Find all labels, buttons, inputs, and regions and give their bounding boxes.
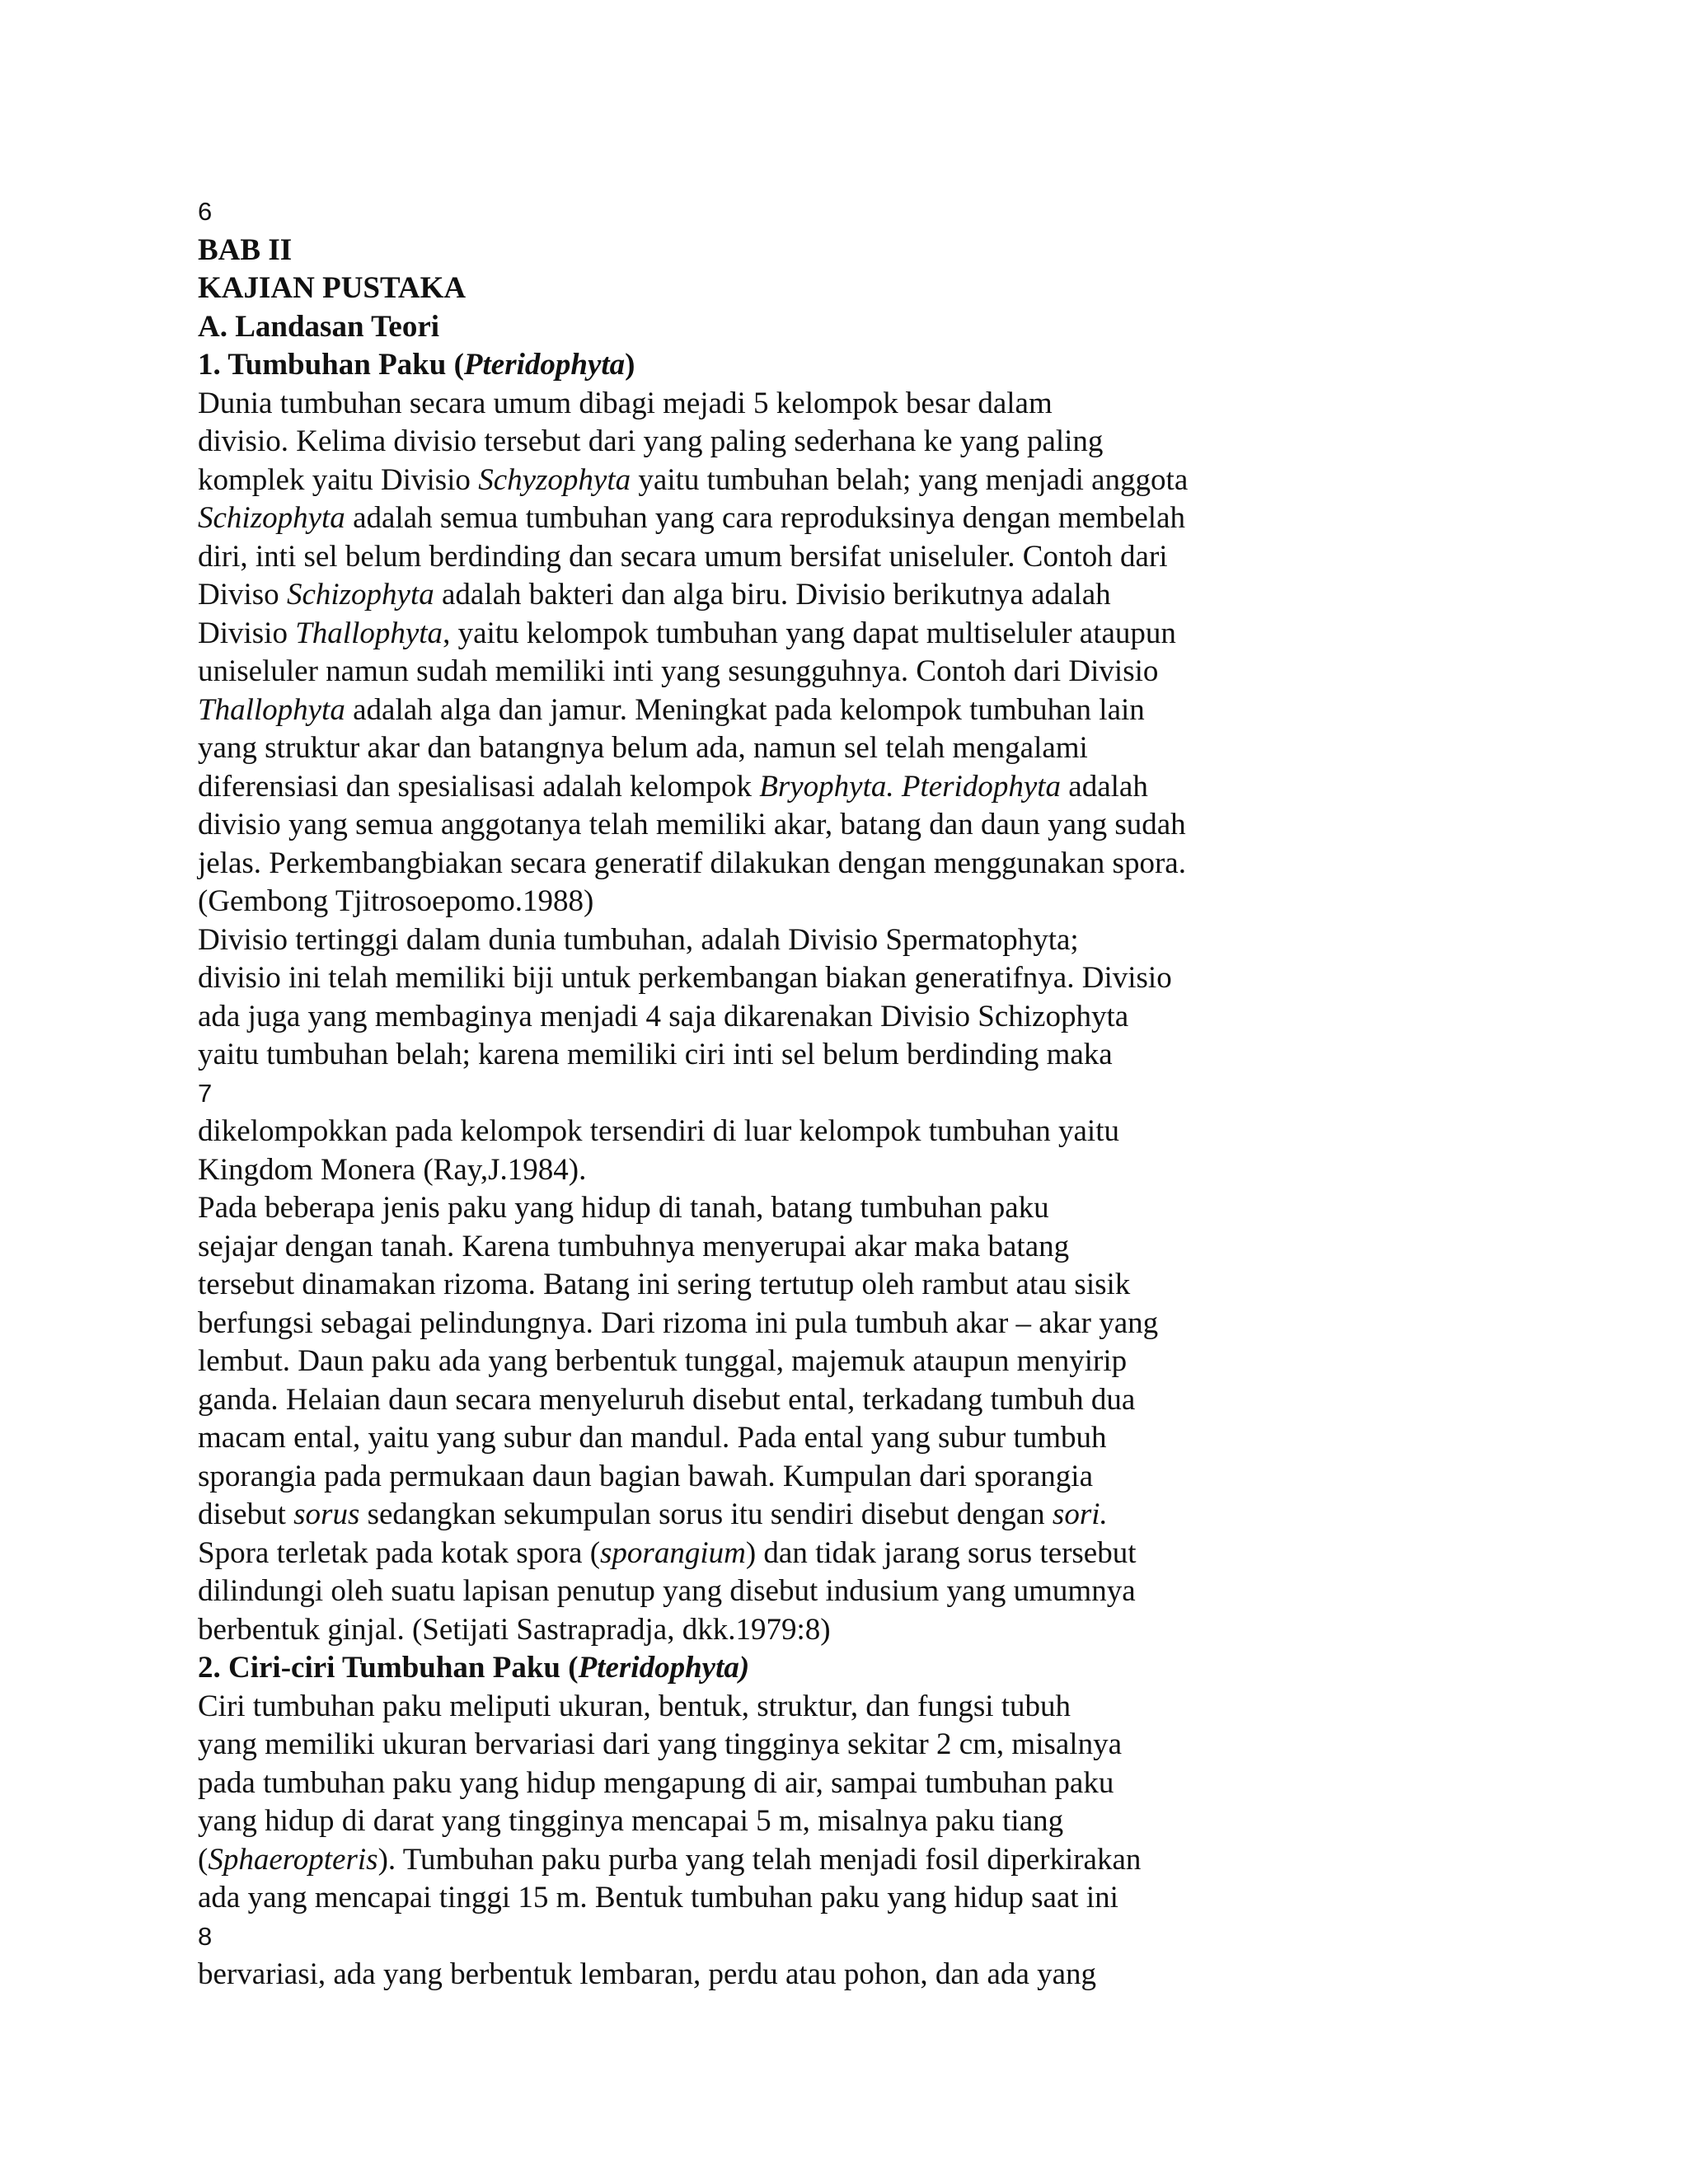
text-line: ada yang mencapai tinggi 15 m. Bentuk tumbuhan paku yang hidup saat ini [198,1881,1118,1915]
text-line: Spora terletak pada kotak spora (sporangium) dan tidak jarang sorus tersebut [198,1535,1137,1570]
text-line: ganda. Helaian daun secara menyeluruh disebut ental, terkadang tumbuh dua [198,1382,1136,1417]
text-line: dilindungi oleh suatu lapisan penutup yang disebut indusium yang umumnya [198,1574,1136,1608]
text-line: dikelompokkan pada kelompok tersendiri di luar kelompok tumbuhan yaitu [198,1114,1119,1148]
text-line: sejajar dengan tanah. Karena tumbuhnya menyerupai akar maka batang [198,1229,1070,1263]
text-line: disebut sorus sedangkan sekumpulan sorus itu sendiri disebut dengan sori. [198,1497,1108,1531]
text-line: ada juga yang membaginya menjadi 4 saja dikarenakan Divisio Schizophyta [198,999,1129,1033]
text-line: berfungsi sebagai pelindungnya. Dari rizoma ini pula tumbuh akar – akar yang [198,1305,1159,1340]
text-line: yang hidup di darat yang tingginya mencapai 5 m, misalnya paku tiang [198,1804,1064,1838]
text-line: yang struktur akar dan batangnya belum ada, namun sel telah mengalami [198,731,1088,765]
text-line: berbentuk ginjal. (Setijati Sastrapradja, dkk.1979:8) [198,1612,831,1647]
page-number: 8 [198,1921,213,1951]
text-line: Ciri tumbuhan paku meliputi ukuran, bentuk, struktur, dan fungsi tubuh [198,1689,1071,1723]
subsection-heading-2: 2. Ciri-ciri Tumbuhan Paku (Pteridophyta) [198,1651,750,1685]
page-number: 7 [198,1078,213,1108]
text-line: divisio. Kelima divisio tersebut dari yang paling sederhana ke yang paling [198,424,1104,458]
text-line: Divisio Thallophyta, yaitu kelompok tumbuhan yang dapat multiseluler ataupun [198,616,1176,650]
subsection-heading-1: 1. Tumbuhan Paku (Pteridophyta) [198,348,635,382]
chapter-title: BAB II [198,232,293,267]
text-line: komplek yaitu Divisio Schyzophyta yaitu tumbuhan belah; yang menjadi anggota [198,462,1189,497]
chapter-subtitle: KAJIAN PUSTAKA [198,271,467,305]
text-line: divisio yang semua anggotanya telah memiliki akar, batang dan daun yang sudah [198,808,1186,841]
text-line: diferensiasi dan spesialisasi adalah kelompok Bryophyta. Pteridophyta adalah [198,769,1148,804]
text-line: Divisio tertinggi dalam dunia tumbuhan, adalah Divisio Spermatophyta; [198,922,1079,957]
text-line: divisio ini telah memiliki biji untuk perkembangan biakan generatifnya. Divisio [198,961,1172,995]
text-line: Schizophyta adalah semua tumbuhan yang cara reproduksinya dengan membelah [198,501,1185,535]
page-number: 6 [198,197,213,226]
text-line: sporangia pada permukaan daun bagian bawah. Kumpulan dari sporangia [198,1459,1093,1493]
text-line: tersebut dinamakan rizoma. Batang ini sering tertutup oleh rambut atau sisik [198,1268,1131,1301]
text-line: lembut. Daun paku ada yang berbentuk tunggal, majemuk ataupun menyirip [198,1344,1128,1378]
text-line: uniseluler namun sudah memiliki inti yang sesungguhnya. Contoh dari Divisio [198,654,1159,688]
text-line: bervariasi, ada yang berbentuk lembaran, perdu atau pohon, dan ada yang [198,1957,1097,1991]
text-line: Thallophyta adalah alga dan jamur. Meningkat pada kelompok tumbuhan lain [198,692,1145,727]
text-line: Pada beberapa jenis paku yang hidup di tanah, batang tumbuhan paku [198,1191,1049,1225]
text-line: Dunia tumbuhan secara umum dibagi mejadi 5 kelompok besar dalam [198,386,1053,420]
text-line: yaitu tumbuhan belah; karena memiliki ciri inti sel belum berdinding maka [198,1038,1113,1071]
document-body [198,193,1599,1994]
text-line: yang memiliki ukuran bervariasi dari yang tingginya sekitar 2 cm, misalnya [198,1727,1123,1761]
section-heading: A. Landasan Teori [198,309,440,344]
text-line: macam ental, yaitu yang subur dan mandul. Pada ental yang subur tumbuh [198,1421,1107,1455]
text-line: diri, inti sel belum berdinding dan secara umum bersifat uniseluler. Contoh dari [198,539,1168,574]
text-line: (Gembong Tjitrosoepomo.1988) [198,884,594,918]
text-line: (Sphaeropteris). Tumbuhan paku purba yang telah menjadi fosil diperkirakan [198,1842,1142,1877]
text-line: pada tumbuhan paku yang hidup mengapung di air, sampai tumbuhan paku [198,1765,1114,1800]
text-line: Diviso Schizophyta adalah bakteri dan alga biru. Divisio berikutnya adalah [198,578,1111,612]
text-line: jelas. Perkembangbiakan secara generatif dilakukan dengan menggunakan spora. [198,846,1186,880]
text-line: Kingdom Monera (Ray,J.1984). [198,1152,587,1187]
